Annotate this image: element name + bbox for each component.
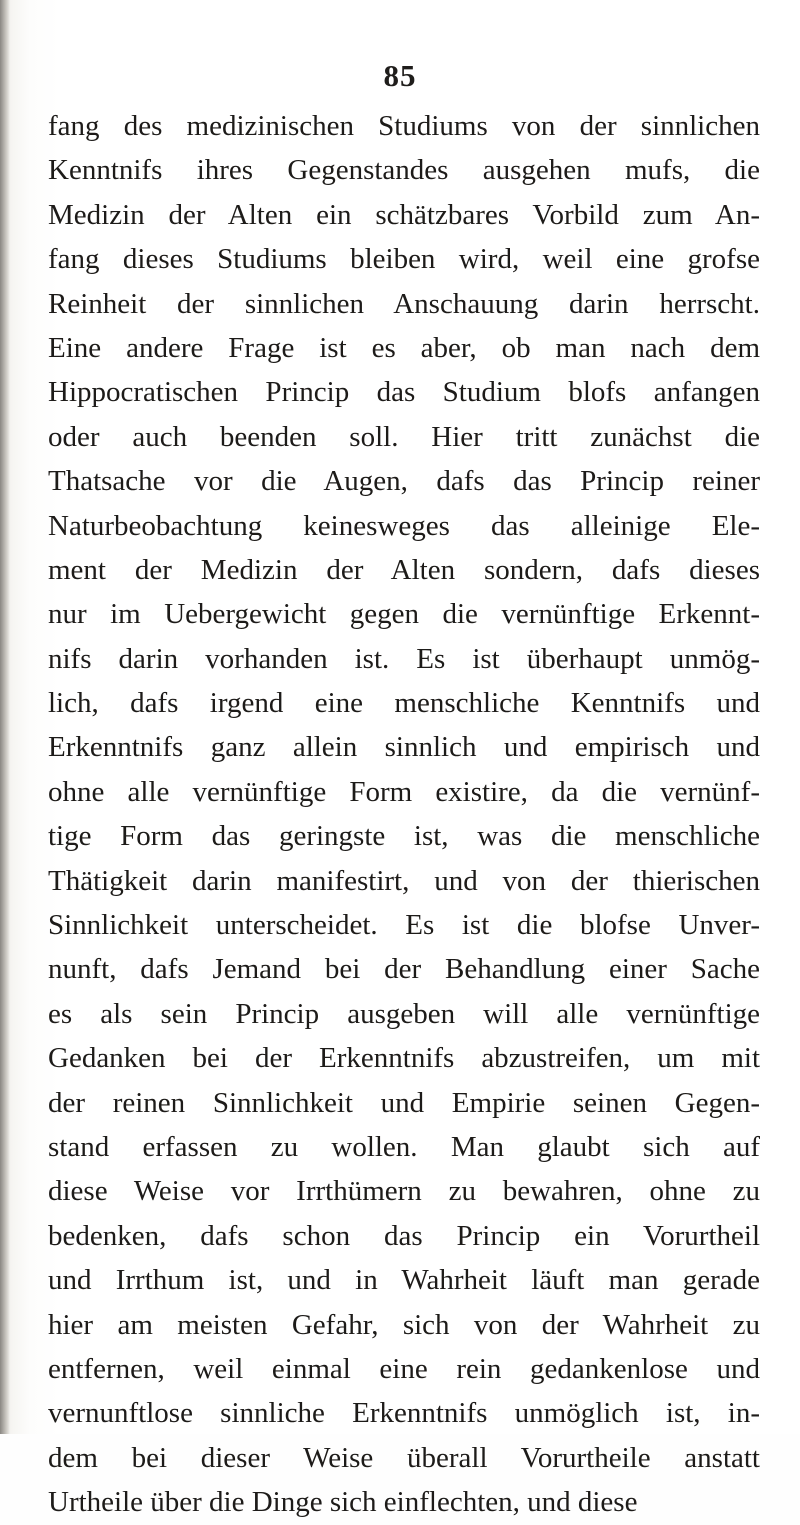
text-line: stand erfassen zu wollen. Man glaubt sich auf: [48, 1130, 760, 1163]
text-line: der reinen Sinnlichkeit und Empirie seinen Gegen-: [48, 1086, 760, 1119]
text-line: nunft, dafs Jemand bei der Behandlung einer Sache: [48, 953, 760, 986]
text-line: tige Form das geringste ist, was die menschliche: [48, 820, 760, 853]
text-line: ohne alle vernünftige Form existire, da die vernünf-: [48, 775, 760, 808]
text-line: bedenken, dafs schon das Princip ein Vorurtheil: [48, 1219, 760, 1252]
text-line: hier am meisten Gefahr, sich von der Wahrheit zu: [48, 1308, 760, 1341]
text-line: fang dieses Studiums bleiben wird, weil eine grofse: [48, 243, 760, 276]
text-line: diese Weise vor Irrthümern zu bewahren, ohne zu: [48, 1175, 760, 1208]
text-line: Hippocratischen Princip das Studium blofs anfangen: [48, 376, 760, 409]
text-line: Reinheit der sinnlichen Anschauung darin herrscht.: [48, 287, 760, 320]
text-line: nur im Uebergewicht gegen die vernünftige Erkennt-: [48, 598, 760, 631]
text-line: fang des medizinischen Studiums von der sinnlichen: [48, 110, 760, 142]
text-line: und Irrthum ist, und in Wahrheit läuft man gerade: [48, 1264, 760, 1297]
body-text: [48, 104, 760, 1525]
text-line: Naturbeobachtung keinesweges das alleinige Ele-: [48, 509, 760, 542]
text-line: Gedanken bei der Erkenntnifs abzustreifen, um mit: [48, 1042, 760, 1075]
text-line: dem bei dieser Weise überall Vorurtheile anstatt: [48, 1441, 760, 1474]
text-line: entfernen, weil einmal eine rein gedankenlose und: [48, 1352, 760, 1385]
text-line: Thatsache vor die Augen, dafs das Princip reiner: [48, 465, 760, 498]
text-line: Kenntnifs ihres Gegenstandes ausgehen mufs, die: [48, 154, 760, 187]
text-line: nifs darin vorhanden ist. Es ist überhaupt unmög-: [48, 642, 760, 675]
text-line: Medizin der Alten ein schätzbares Vorbild zum An-: [48, 198, 760, 231]
text-line: ment der Medizin der Alten sondern, dafs dieses: [48, 553, 760, 586]
text-line: lich, dafs irgend eine menschliche Kenntnifs und: [48, 687, 760, 720]
text-line: Sinnlichkeit unterscheidet. Es ist die blofse Unver-: [48, 909, 760, 942]
text-line: oder auch beenden soll. Hier tritt zunächst die: [48, 420, 760, 453]
text-line: Eine andere Frage ist es aber, ob man nach dem: [48, 331, 760, 364]
text-line: Urtheile über die Dinge sich einflechten, und diese: [48, 1486, 638, 1519]
text-line: vernunftlose sinnliche Erkenntnifs unmöglich ist, in-: [48, 1397, 760, 1430]
page-gutter-shadow: [0, 0, 10, 1434]
text-line: es als sein Princip ausgeben will alle vernünftige: [48, 997, 760, 1030]
page-number: 85: [383, 58, 417, 93]
text-line: Erkenntnifs ganz allein sinnlich und empirisch und: [48, 731, 760, 764]
text-line: Thätigkeit darin manifestirt, und von der thierischen: [48, 864, 760, 897]
